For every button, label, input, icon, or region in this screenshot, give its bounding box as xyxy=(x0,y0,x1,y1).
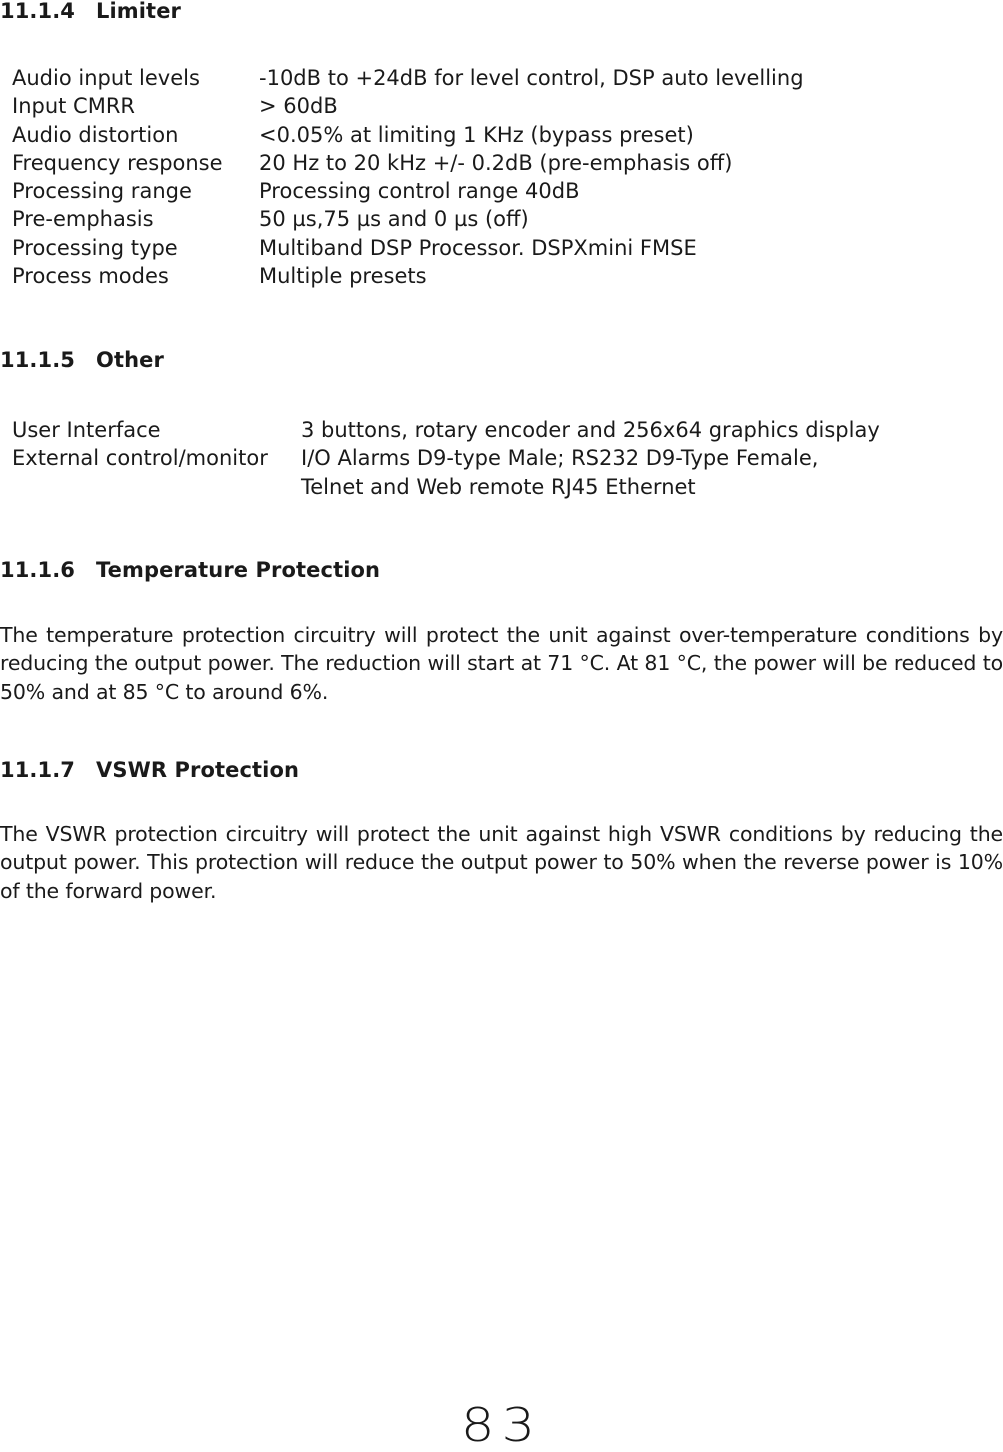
spec-row xyxy=(12,473,880,501)
spec-value: -10dB to +24dB for level control, DSP auto levelling xyxy=(259,66,804,90)
temperature-paragraph: The temperature protection circuitry will protect the unit against over-temperature conditions by reducing the output power. The reduction will start at 71 °C. At 81 °C, the power will be reduced to 50% and at 85 °C to around 6%. xyxy=(0,623,1003,704)
section-number: 11.1.4 xyxy=(0,0,76,23)
section-title: Temperature Protection xyxy=(96,558,381,582)
section-number: 11.1.6 xyxy=(0,558,76,582)
spec-row xyxy=(12,121,804,149)
spec-label: Processing range xyxy=(12,179,192,204)
spec-row xyxy=(12,444,880,472)
section-title: VSWR Protection xyxy=(96,758,300,782)
spec-value: Multiple presets xyxy=(259,264,427,289)
spec-value: > 60dB xyxy=(259,94,338,119)
spec-value: Multiband DSP Processor. DSPXmini FMSE xyxy=(259,235,697,260)
spec-value: 50 µs,75 µs and 0 µs (off) xyxy=(259,207,529,232)
spec-label: User Interface xyxy=(12,418,161,442)
spec-label: Input CMRR xyxy=(12,94,136,119)
spec-value: Processing control range 40dB xyxy=(259,179,580,204)
spec-label xyxy=(12,473,301,501)
spec-value: Telnet and Web remote RJ45 Ethernet xyxy=(301,474,696,499)
vswr-paragraph: The VSWR protection circuitry will protect the unit against high VSWR conditions by reducing the output power. This protection will reduce the output power to 50% when the reverse power is 10% of the forward power. xyxy=(0,822,1003,903)
spec-label: External control/monitor xyxy=(12,446,268,471)
spec-value: <0.05% at limiting 1 KHz (bypass preset) xyxy=(259,122,694,147)
other-spec-table xyxy=(12,416,880,501)
section-title: Limiter xyxy=(96,0,181,23)
section-number: 11.1.5 xyxy=(0,348,76,372)
spec-row xyxy=(12,416,880,444)
spec-label: Audio input levels xyxy=(12,66,200,90)
limiter-spec-table xyxy=(12,64,804,290)
section-heading-limiter xyxy=(0,0,181,23)
section-heading-other xyxy=(0,348,164,372)
spec-row xyxy=(12,92,804,120)
spec-label: Processing type xyxy=(12,235,178,260)
spec-row xyxy=(12,177,804,205)
spec-value: 20 Hz to 20 kHz +/- 0.2dB (pre-emphasis off) xyxy=(259,150,733,175)
spec-row xyxy=(12,205,804,233)
page-number: 83 xyxy=(460,1398,543,1452)
section-title: Other xyxy=(96,348,164,372)
spec-row xyxy=(12,262,804,290)
spec-value: I/O Alarms D9-type Male; RS232 D9-Type Female, xyxy=(301,446,819,471)
section-heading-vswr xyxy=(0,758,299,782)
spec-label: Pre-emphasis xyxy=(12,207,154,232)
spec-value: 3 buttons, rotary encoder and 256x64 graphics display xyxy=(301,418,880,442)
spec-row xyxy=(12,234,804,262)
spec-row xyxy=(12,149,804,177)
spec-row xyxy=(12,64,804,92)
section-heading-temperature xyxy=(0,558,380,582)
spec-label: Process modes xyxy=(12,264,169,289)
spec-label: Audio distortion xyxy=(12,122,179,147)
section-number: 11.1.7 xyxy=(0,758,76,782)
spec-label: Frequency response xyxy=(12,150,223,175)
